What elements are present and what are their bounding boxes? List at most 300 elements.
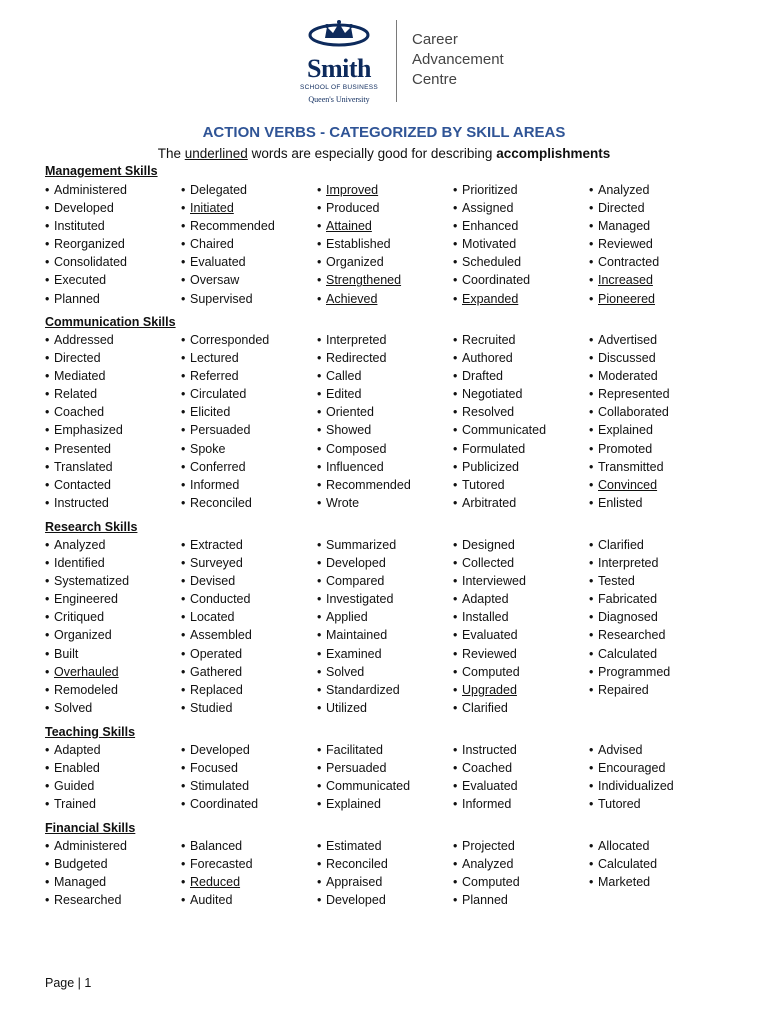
verb-item bbox=[317, 590, 453, 608]
bullet-icon: • bbox=[589, 291, 594, 306]
verb-text: Spoke bbox=[190, 441, 226, 456]
bullet-icon: • bbox=[45, 387, 50, 402]
bullet-icon: • bbox=[589, 495, 594, 510]
verb-item bbox=[45, 367, 181, 385]
bullet-icon: • bbox=[45, 477, 50, 492]
verb-text: Installed bbox=[462, 610, 509, 625]
bullet-icon: • bbox=[453, 664, 458, 679]
bullet-icon: • bbox=[589, 743, 594, 757]
verb-text: Referred bbox=[190, 369, 239, 384]
bullet-icon: • bbox=[317, 201, 322, 216]
verb-item bbox=[589, 217, 725, 235]
bullet-icon: • bbox=[589, 664, 594, 679]
verb-text: Persuaded bbox=[326, 761, 387, 776]
verb-text: Calculated bbox=[598, 646, 658, 661]
bullet-icon: • bbox=[453, 333, 458, 347]
verb-text: Critiqued bbox=[54, 610, 105, 625]
centre-line-3: Centre bbox=[412, 71, 458, 88]
verb-text: Collaborated bbox=[598, 405, 669, 420]
verb-text: Operated bbox=[190, 646, 243, 661]
bullet-icon: • bbox=[589, 405, 594, 420]
verb-item bbox=[589, 572, 725, 590]
verb-item bbox=[317, 795, 453, 813]
verb-text: Evaluated bbox=[462, 779, 518, 794]
bullet-icon: • bbox=[589, 538, 594, 552]
verb-item bbox=[453, 476, 589, 494]
bullet-icon: • bbox=[45, 183, 50, 197]
bullet-icon: • bbox=[453, 556, 458, 571]
bullet-icon: • bbox=[317, 646, 322, 661]
word-column bbox=[589, 331, 725, 512]
verb-text: Managed bbox=[54, 875, 107, 890]
verb-item bbox=[317, 403, 453, 421]
verb-text: Tutored bbox=[598, 797, 641, 812]
word-column bbox=[45, 741, 181, 813]
verb-text: Resolved bbox=[462, 405, 515, 420]
verb-item bbox=[317, 759, 453, 777]
verb-item bbox=[589, 795, 725, 813]
verb-item bbox=[453, 590, 589, 608]
bullet-icon: • bbox=[45, 646, 50, 661]
verb-text: Explained bbox=[598, 423, 653, 438]
bullet-icon: • bbox=[45, 351, 50, 366]
verb-text: Allocated bbox=[598, 839, 650, 853]
bullet-icon: • bbox=[453, 628, 458, 643]
verb-item bbox=[317, 235, 453, 253]
verb-text: Strengthened bbox=[326, 273, 402, 288]
bullet-icon: • bbox=[181, 441, 186, 456]
word-column bbox=[453, 331, 589, 512]
verb-item bbox=[453, 855, 589, 873]
logo-wordmark: Smith bbox=[307, 54, 371, 83]
verb-text: Engineered bbox=[54, 592, 118, 607]
verb-text: Administered bbox=[54, 183, 127, 197]
bullet-icon: • bbox=[181, 459, 186, 474]
bullet-icon: • bbox=[45, 237, 50, 252]
verb-item bbox=[45, 741, 181, 759]
verb-text: Reviewed bbox=[598, 237, 653, 252]
verb-text: Showed bbox=[326, 423, 372, 438]
verb-text: Informed bbox=[190, 477, 240, 492]
verb-text: Enlisted bbox=[598, 495, 643, 510]
verb-item bbox=[317, 554, 453, 572]
verb-text: Coordinated bbox=[462, 273, 531, 288]
verb-item bbox=[453, 873, 589, 891]
verb-text: Computed bbox=[462, 875, 520, 890]
verb-item bbox=[181, 681, 317, 699]
word-column bbox=[45, 181, 181, 308]
verb-text: Communicated bbox=[462, 423, 547, 438]
verb-item bbox=[317, 741, 453, 759]
verb-item bbox=[317, 421, 453, 439]
verb-text: Wrote bbox=[326, 495, 360, 510]
bullet-icon: • bbox=[317, 592, 322, 607]
verb-item bbox=[317, 349, 453, 367]
verb-text: Evaluated bbox=[462, 628, 518, 643]
bullet-icon: • bbox=[589, 477, 594, 492]
verb-item bbox=[181, 626, 317, 644]
word-column bbox=[453, 837, 589, 909]
verb-item bbox=[181, 795, 317, 813]
bullet-icon: • bbox=[589, 628, 594, 643]
verb-text: Persuaded bbox=[190, 423, 251, 438]
verb-item bbox=[453, 626, 589, 644]
bullet-icon: • bbox=[589, 459, 594, 474]
word-column bbox=[317, 181, 453, 308]
bullet-icon: • bbox=[453, 700, 458, 715]
bullet-icon: • bbox=[453, 797, 458, 812]
verb-text: Transmitted bbox=[598, 459, 664, 474]
bullet-icon: • bbox=[45, 664, 50, 679]
bullet-icon: • bbox=[453, 387, 458, 402]
verb-text: Coordinated bbox=[190, 797, 259, 812]
verb-text: Standardized bbox=[326, 682, 400, 697]
verb-item bbox=[589, 235, 725, 253]
verb-item bbox=[45, 217, 181, 235]
verb-text: Computed bbox=[462, 664, 520, 679]
word-column bbox=[45, 536, 181, 717]
verb-item bbox=[181, 494, 317, 512]
verb-item bbox=[317, 681, 453, 699]
bullet-icon: • bbox=[589, 857, 594, 872]
bullet-icon: • bbox=[45, 405, 50, 420]
bullet-icon: • bbox=[45, 538, 50, 552]
bullet-icon: • bbox=[181, 700, 186, 715]
bullet-icon: • bbox=[45, 369, 50, 384]
verb-item bbox=[589, 873, 725, 891]
verb-item bbox=[45, 476, 181, 494]
verb-item bbox=[317, 572, 453, 590]
verb-text: Investigated bbox=[326, 592, 394, 607]
verb-item bbox=[181, 403, 317, 421]
bullet-icon: • bbox=[181, 893, 186, 908]
verb-item bbox=[589, 681, 725, 699]
verb-item bbox=[453, 421, 589, 439]
verb-item bbox=[181, 663, 317, 681]
verb-item bbox=[589, 271, 725, 289]
verb-text: Moderated bbox=[598, 369, 658, 384]
verb-text: Negotiated bbox=[462, 387, 523, 402]
verb-text: Addressed bbox=[54, 333, 114, 347]
verb-item bbox=[453, 271, 589, 289]
verb-text: Drafted bbox=[462, 369, 503, 384]
verb-text: Established bbox=[326, 237, 391, 252]
bullet-icon: • bbox=[589, 333, 594, 347]
verb-text: Studied bbox=[190, 700, 233, 715]
verb-item bbox=[589, 290, 725, 308]
verb-text: Repaired bbox=[598, 682, 649, 697]
verb-item bbox=[45, 645, 181, 663]
verb-item bbox=[453, 759, 589, 777]
verb-text: Planned bbox=[462, 893, 508, 908]
verb-text: Coached bbox=[54, 405, 105, 420]
verb-text: Developed bbox=[54, 201, 114, 216]
bullet-icon: • bbox=[181, 779, 186, 794]
bullet-icon: • bbox=[317, 779, 322, 794]
verb-text: Instituted bbox=[54, 219, 105, 234]
verb-item bbox=[453, 777, 589, 795]
verb-item bbox=[317, 891, 453, 909]
verb-item bbox=[45, 536, 181, 554]
verb-text: Edited bbox=[326, 387, 362, 402]
bullet-icon: • bbox=[181, 333, 186, 347]
subtitle-underlined: underlined bbox=[184, 146, 248, 161]
bullet-icon: • bbox=[317, 273, 322, 288]
verb-text: Advised bbox=[598, 743, 643, 757]
verb-text: Informed bbox=[462, 797, 512, 812]
verb-text: Managed bbox=[598, 219, 651, 234]
bullet-icon: • bbox=[589, 839, 594, 853]
bullet-icon: • bbox=[45, 743, 50, 757]
verb-item bbox=[181, 235, 317, 253]
bullet-icon: • bbox=[45, 610, 50, 625]
verb-text: Evaluated bbox=[190, 255, 246, 270]
bullet-icon: • bbox=[589, 797, 594, 812]
logo-school: SCHOOL OF BUSINESS bbox=[299, 84, 379, 91]
verb-item bbox=[317, 536, 453, 554]
verb-text: Guided bbox=[54, 779, 95, 794]
verb-item bbox=[589, 403, 725, 421]
bullet-icon: • bbox=[589, 273, 594, 288]
verb-item bbox=[181, 253, 317, 271]
verb-text: Explained bbox=[326, 797, 381, 812]
verb-item bbox=[317, 608, 453, 626]
section-title-management: Management Skills bbox=[45, 164, 158, 178]
verb-item bbox=[453, 367, 589, 385]
bullet-icon: • bbox=[181, 255, 186, 270]
verb-text: Identified bbox=[54, 556, 105, 571]
verb-item bbox=[589, 253, 725, 271]
verb-text: Initiated bbox=[190, 201, 234, 216]
verb-text: Collected bbox=[462, 556, 515, 571]
verb-text: Diagnosed bbox=[598, 610, 658, 625]
verb-text: Located bbox=[190, 610, 235, 625]
bullet-icon: • bbox=[45, 682, 50, 697]
bullet-icon: • bbox=[453, 219, 458, 234]
verb-item bbox=[181, 741, 317, 759]
verb-item bbox=[589, 741, 725, 759]
verb-text: Audited bbox=[190, 893, 233, 908]
bullet-icon: • bbox=[181, 592, 186, 607]
verb-text: Devised bbox=[190, 574, 236, 589]
verb-text: Adapted bbox=[54, 743, 101, 757]
verb-text: Solved bbox=[54, 700, 93, 715]
verb-text: Estimated bbox=[326, 839, 382, 853]
bullet-icon: • bbox=[181, 477, 186, 492]
verb-text: Communicated bbox=[326, 779, 411, 794]
verb-text: Fabricated bbox=[598, 592, 658, 607]
bullet-icon: • bbox=[317, 237, 322, 252]
verb-item bbox=[45, 494, 181, 512]
verb-text: Recruited bbox=[462, 333, 516, 347]
verb-item bbox=[317, 253, 453, 271]
verb-text: Remodeled bbox=[54, 682, 118, 697]
verb-item bbox=[589, 626, 725, 644]
bullet-icon: • bbox=[589, 183, 594, 197]
bullet-icon: • bbox=[181, 183, 186, 197]
verb-item bbox=[45, 458, 181, 476]
verb-item bbox=[317, 331, 453, 349]
word-column bbox=[453, 536, 589, 717]
verb-text: Tutored bbox=[462, 477, 505, 492]
verb-item bbox=[453, 494, 589, 512]
page-title: ACTION VERBS - CATEGORIZED BY SKILL AREAS bbox=[202, 124, 566, 141]
bullet-icon: • bbox=[589, 875, 594, 890]
verb-item bbox=[453, 837, 589, 855]
word-column bbox=[181, 741, 317, 813]
verb-item bbox=[453, 181, 589, 199]
word-column bbox=[45, 331, 181, 512]
bullet-icon: • bbox=[453, 237, 458, 252]
verb-text: Contracted bbox=[598, 255, 660, 270]
bullet-icon: • bbox=[317, 441, 322, 456]
verb-text: Publicized bbox=[462, 459, 519, 474]
bullet-icon: • bbox=[317, 219, 322, 234]
word-column bbox=[453, 741, 589, 813]
verb-item bbox=[45, 385, 181, 403]
verb-item bbox=[45, 403, 181, 421]
verb-text: Arbitrated bbox=[462, 495, 517, 510]
page-subtitle bbox=[0, 146, 768, 161]
verb-item bbox=[45, 777, 181, 795]
bullet-icon: • bbox=[453, 183, 458, 197]
word-column bbox=[317, 536, 453, 717]
section-title-financial: Financial Skills bbox=[45, 821, 136, 835]
verb-item bbox=[45, 271, 181, 289]
verb-text: Interpreted bbox=[598, 556, 659, 571]
verb-text: Interviewed bbox=[462, 574, 526, 589]
verb-text: Scheduled bbox=[462, 255, 522, 270]
bullet-icon: • bbox=[45, 423, 50, 438]
verb-text: Compared bbox=[326, 574, 385, 589]
verb-item bbox=[45, 235, 181, 253]
verb-text: Chaired bbox=[190, 237, 234, 252]
bullet-icon: • bbox=[453, 761, 458, 776]
verb-item bbox=[45, 181, 181, 199]
verb-item bbox=[181, 873, 317, 891]
verb-text: Assembled bbox=[190, 628, 252, 643]
bullet-icon: • bbox=[45, 219, 50, 234]
centre-line-1: Career bbox=[412, 31, 458, 48]
verb-item bbox=[317, 458, 453, 476]
bullet-icon: • bbox=[589, 351, 594, 366]
verb-text: Redirected bbox=[326, 351, 387, 366]
subtitle-bold: accomplishments bbox=[496, 146, 611, 161]
verb-text: Clarified bbox=[598, 538, 644, 552]
verb-text: Organized bbox=[54, 628, 112, 643]
bullet-icon: • bbox=[453, 273, 458, 288]
bullet-icon: • bbox=[317, 574, 322, 589]
verb-item bbox=[453, 681, 589, 699]
section-title-research: Research Skills bbox=[45, 520, 138, 534]
bullet-icon: • bbox=[589, 574, 594, 589]
verb-item bbox=[589, 367, 725, 385]
verb-item bbox=[181, 554, 317, 572]
verb-text: Balanced bbox=[190, 839, 243, 853]
verb-item bbox=[589, 554, 725, 572]
verb-item bbox=[589, 331, 725, 349]
bullet-icon: • bbox=[317, 351, 322, 366]
bullet-icon: • bbox=[453, 291, 458, 306]
verb-item bbox=[45, 681, 181, 699]
verb-item bbox=[181, 421, 317, 439]
verb-text: Individualized bbox=[598, 779, 674, 794]
verb-text: Enhanced bbox=[462, 219, 519, 234]
section-grid-management bbox=[45, 181, 725, 308]
verb-text: Produced bbox=[326, 201, 380, 216]
verb-item bbox=[181, 536, 317, 554]
verb-item bbox=[453, 699, 589, 717]
bullet-icon: • bbox=[317, 797, 322, 812]
bullet-icon: • bbox=[317, 495, 322, 510]
verb-item bbox=[589, 440, 725, 458]
verb-text: Enabled bbox=[54, 761, 100, 776]
verb-item bbox=[453, 331, 589, 349]
verb-text: Corresponded bbox=[190, 333, 270, 347]
bullet-icon: • bbox=[181, 538, 186, 552]
verb-item bbox=[453, 235, 589, 253]
verb-text: Oversaw bbox=[190, 273, 240, 288]
verb-text: Represented bbox=[598, 387, 670, 402]
verb-item bbox=[453, 458, 589, 476]
verb-text: Convinced bbox=[598, 477, 658, 492]
verb-item bbox=[589, 494, 725, 512]
bullet-icon: • bbox=[453, 574, 458, 589]
word-column bbox=[317, 331, 453, 512]
bullet-icon: • bbox=[453, 201, 458, 216]
verb-item bbox=[317, 271, 453, 289]
bullet-icon: • bbox=[317, 538, 322, 552]
bullet-icon: • bbox=[45, 875, 50, 890]
bullet-icon: • bbox=[589, 592, 594, 607]
bullet-icon: • bbox=[317, 477, 322, 492]
verb-text: Contacted bbox=[54, 477, 111, 492]
bullet-icon: • bbox=[45, 700, 50, 715]
bullet-icon: • bbox=[181, 857, 186, 872]
verb-text: Stimulated bbox=[190, 779, 250, 794]
bullet-icon: • bbox=[589, 556, 594, 571]
bullet-icon: • bbox=[317, 387, 322, 402]
bullet-icon: • bbox=[453, 405, 458, 420]
verb-item bbox=[453, 891, 589, 909]
verb-text: Analyzed bbox=[54, 538, 106, 552]
bullet-icon: • bbox=[45, 779, 50, 794]
bullet-icon: • bbox=[45, 459, 50, 474]
verb-text: Focused bbox=[190, 761, 238, 776]
verb-item bbox=[317, 217, 453, 235]
verb-text: Reconciled bbox=[326, 857, 388, 872]
bullet-icon: • bbox=[317, 610, 322, 625]
verb-item bbox=[181, 777, 317, 795]
bullet-icon: • bbox=[181, 797, 186, 812]
bullet-icon: • bbox=[317, 183, 322, 197]
verb-item bbox=[181, 331, 317, 349]
verb-text: Composed bbox=[326, 441, 387, 456]
verb-item bbox=[181, 699, 317, 717]
bullet-icon: • bbox=[181, 875, 186, 890]
verb-text: Motivated bbox=[462, 237, 517, 252]
verb-item bbox=[453, 440, 589, 458]
bullet-icon: • bbox=[45, 592, 50, 607]
word-column bbox=[589, 837, 725, 909]
bullet-icon: • bbox=[181, 743, 186, 757]
verb-text: Replaced bbox=[190, 682, 243, 697]
verb-item bbox=[453, 290, 589, 308]
verb-item bbox=[589, 421, 725, 439]
verb-text: Mediated bbox=[54, 369, 106, 384]
word-column bbox=[589, 536, 725, 717]
word-column bbox=[181, 536, 317, 717]
